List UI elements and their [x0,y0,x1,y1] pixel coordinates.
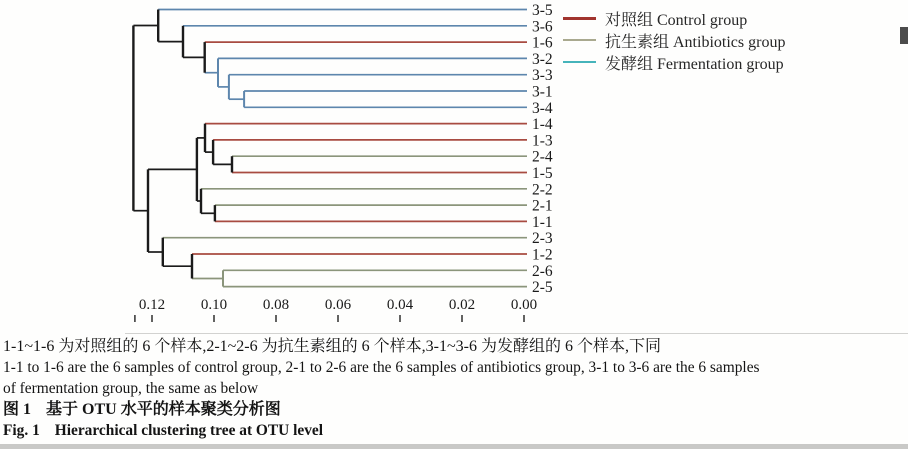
figure-caption [3,336,906,441]
legend-line-antibiotics-icon [563,39,596,41]
legend-item-antibiotics [563,29,785,51]
leaf-label: 2-6 [532,262,553,280]
leaf-label: 3-1 [532,83,553,101]
caption-note-en-line2: of fermentation group, the same as below [3,380,259,397]
legend-label-antibiotics: 抗生素组 Antibiotics group [605,33,786,51]
leaf-label: 1-5 [532,165,553,182]
leaf-label: 1-6 [532,34,553,52]
caption-fig-title-en: Hierarchical clustering tree at OTU level [54,422,324,439]
axis-tick-label: 0.00 [510,297,538,313]
legend-line-control-icon [563,17,596,20]
caption-fig-en [3,420,906,441]
legend-label-fermentation: 发酵组 Fermentation group [605,55,784,73]
leaf-label: 2-4 [532,148,553,166]
legend [563,7,785,73]
leaf-label: 1-3 [532,132,553,150]
caption-fig-label-zh: 图 1 [3,401,32,418]
axis-tick-label: 0.08 [262,297,290,313]
caption-note-en-line1: 1-1 to 1-6 are the 6 samples of control group, 2-1 to 2-6 are the 6 samples of antibiotics group, 3-1 to 3-6 are the 6 samples [3,359,760,376]
axis-tick-label: 0.12 [138,297,166,313]
leaf-label: 3-2 [532,50,553,68]
legend-line-fermentation-icon [563,61,596,63]
axis-tick-label: 0.04 [386,297,414,313]
caption-fig-title-zh: 基于 OTU 水平的样本聚类分析图 [46,401,281,418]
leaf-label: 3-6 [532,18,553,36]
legend-item-control [563,7,785,29]
leaf-label: 1-2 [532,246,553,264]
divider-line [125,333,908,334]
leaf-label: 3-4 [532,99,553,117]
leaf-label: 3-5 [532,2,553,19]
bottom-edge-strip [0,444,908,449]
leaf-label: 2-3 [532,230,553,248]
leaf-label: 1-4 [532,116,553,134]
leaf-label: 1-1 [532,213,553,231]
leaf-label: 2-1 [532,197,553,215]
leaf-label: 3-3 [532,67,553,85]
axis-tick-label: 0.10 [200,297,228,313]
legend-item-fermentation [563,51,785,73]
leaf-label: 2-2 [532,181,553,199]
legend-label-control: 对照组 Control group [605,11,748,29]
axis-tick-label: 0.02 [448,297,476,313]
scan-artifact [900,27,908,44]
caption-fig-zh [3,399,906,420]
leaf-label: 2-5 [532,279,553,297]
axis-tick-label: 0.06 [324,297,352,313]
caption-note-zh: 1-1~1-6 为对照组的 6 个样本,2-1~2-6 为抗生素组的 6 个样本,3-1~3-6 为发酵组的 6 个样本,下同 [3,338,661,355]
caption-fig-label-en: Fig. 1 [3,422,40,439]
